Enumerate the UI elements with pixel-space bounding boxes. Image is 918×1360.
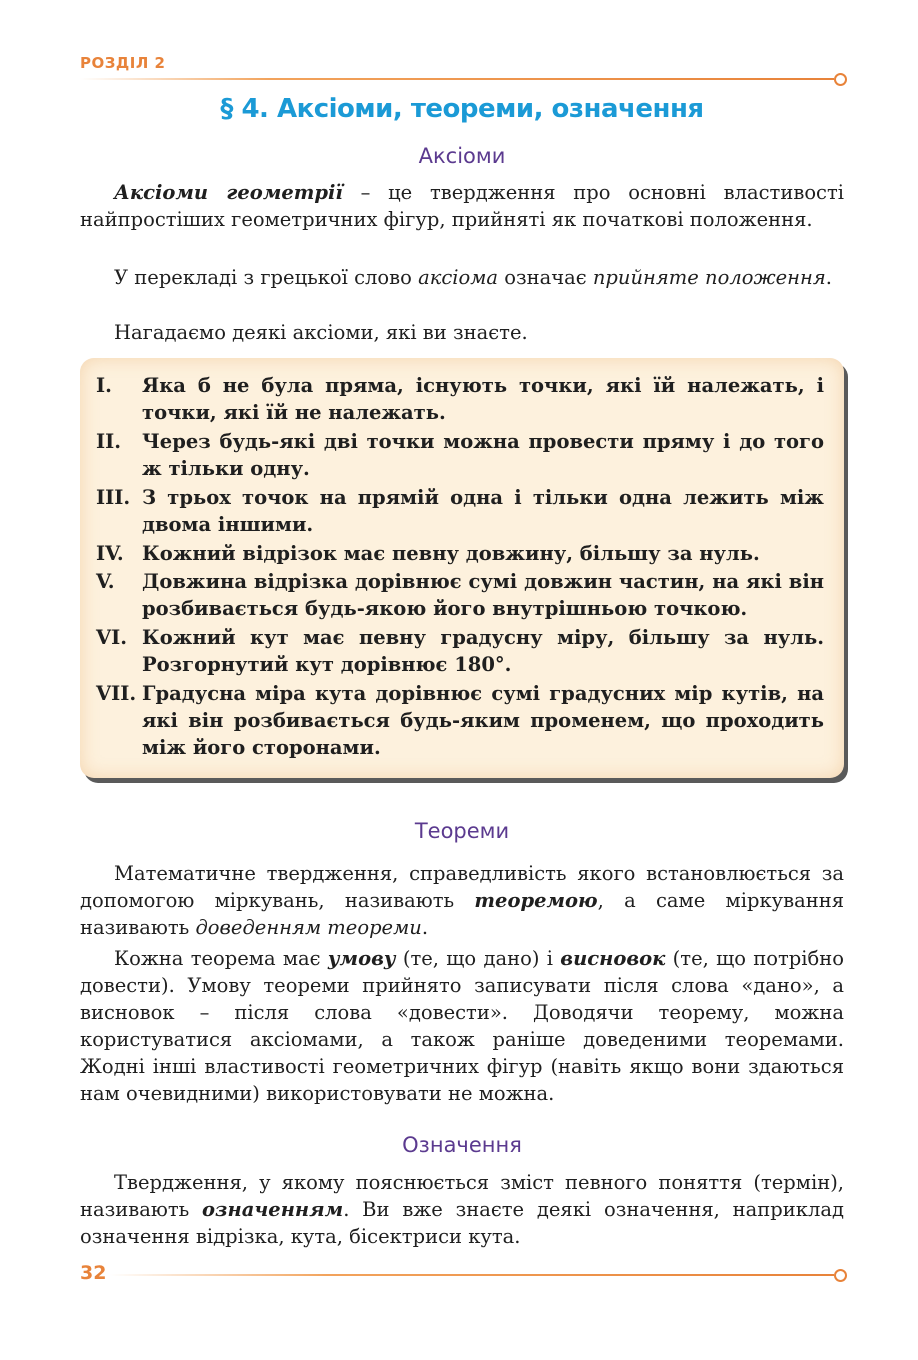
axiom-item (96, 372, 824, 426)
axiom-text: Через будь-які дві точки можна провести пряму і до того ж тільки одну. (142, 430, 824, 480)
header-rule-end-circle (834, 73, 847, 86)
axioms-term: Аксіоми геометрії (114, 181, 343, 204)
axiom-number: IV. (96, 542, 124, 565)
theorems-p2-c: (те, що потрібно довести). Умову теореми прийнято записувати після слова «дано», а висновок – після слова «довести». Доводячи теорему, можна користуватися аксіомами, а також раніше доведеними теоремами. Жодні інші властивості геометричних фігур (навіть якщо вони здаються нам очевидними) використовувати не можна. (80, 947, 844, 1105)
axioms-p2-word: аксіома (418, 266, 499, 289)
axiom-item (96, 680, 824, 761)
theorem-term: теоремою (474, 889, 598, 912)
axioms-box (80, 358, 844, 778)
footer-rule (110, 1274, 834, 1276)
axiom-item (96, 540, 824, 567)
axiom-text: Яка б не була пряма, існують точки, які їй належать, і точки, які їй не належать. (142, 374, 824, 424)
axiom-number: II. (96, 430, 122, 453)
axiom-text: Кожний кут має певну градусну міру, більшу за нуль. Розгорнутий кут дорівнює 180°. (142, 626, 824, 676)
axiom-text: Довжина відрізка дорівнює сумі довжин частин, на які він розбивається будь-якою його внутрішньою точкою. (142, 570, 824, 620)
chapter-label: РОЗДІЛ 2 (80, 54, 166, 72)
theorems-paragraph-1 (80, 860, 844, 941)
axiom-text: Градусна міра кута дорівнює сумі градусних мір кутів, на які він розбивається будь-яким променем, що проходить між його сторонами. (142, 682, 824, 759)
axiom-number: V. (96, 570, 115, 593)
axioms-p2-pre: У перекладі з грецької слово (114, 266, 419, 289)
axiom-item (96, 428, 824, 482)
definitions-paragraph-1 (80, 1169, 844, 1250)
axiom-item (96, 484, 824, 538)
axioms-p1-text: – це твердження про основні властивості найпростіших геометричних фігур, прийняті як початкові положення. (80, 181, 844, 231)
axioms-p2-end: . (825, 266, 832, 289)
axiom-number: VII. (96, 682, 137, 705)
axioms-p2-meaning: прийняте положення (592, 266, 826, 289)
definitions-p1-end: . Ви вже знаєте деякі означення, наприклад означення відрізка, кута, бісектриси кута. (80, 1198, 844, 1248)
theorems-p1-pre: Математичне твердження, справедливість якого встановлюється за допомогою міркувань, називають (80, 862, 844, 912)
page-number: 32 (80, 1262, 107, 1284)
subheading-theorems: Теореми (414, 819, 510, 843)
condition-term: умову (327, 947, 396, 970)
axioms-paragraph-1 (80, 179, 844, 233)
axiom-number: III. (96, 486, 131, 509)
axiom-number: I. (96, 374, 112, 397)
section-title: § 4. Аксіоми, теореми, означення (220, 94, 704, 124)
axioms-p2-mid: означає (498, 266, 593, 289)
theorems-p1-mid: , а саме міркування називають (80, 889, 845, 939)
theorems-p2-b: (те, що дано) і (395, 947, 561, 970)
axioms-paragraph-2 (80, 264, 844, 291)
footer-rule-end-circle (834, 1269, 847, 1282)
definition-term: означенням (202, 1198, 344, 1221)
axioms-p3-text: Нагадаємо деякі аксіоми, які ви знаєте. (114, 321, 528, 344)
subheading-definitions: Означення (402, 1133, 522, 1157)
theorems-paragraph-2 (80, 945, 844, 1107)
definitions-p1-pre: Твердження, у якому пояснюється зміст певного поняття (термін), називають (80, 1171, 844, 1221)
axiom-item (96, 568, 824, 622)
subheading-axioms: Аксіоми (418, 144, 506, 168)
theorems-p2-a: Кожна теорема має (114, 947, 328, 970)
axiom-text: З трьох точок на прямій одна і тільки одна лежить між двома іншими. (142, 486, 824, 536)
theorems-p1-end: . (421, 916, 429, 939)
axiom-text: Кожний відрізок має певну довжину, більшу за нуль. (142, 542, 760, 565)
header-rule (80, 78, 834, 80)
axiom-number: VI. (96, 626, 128, 649)
conclusion-term: висновок (560, 947, 666, 970)
axioms-paragraph-3 (80, 319, 844, 346)
axiom-item (96, 624, 824, 678)
proof-term: доведенням теореми (195, 916, 422, 939)
